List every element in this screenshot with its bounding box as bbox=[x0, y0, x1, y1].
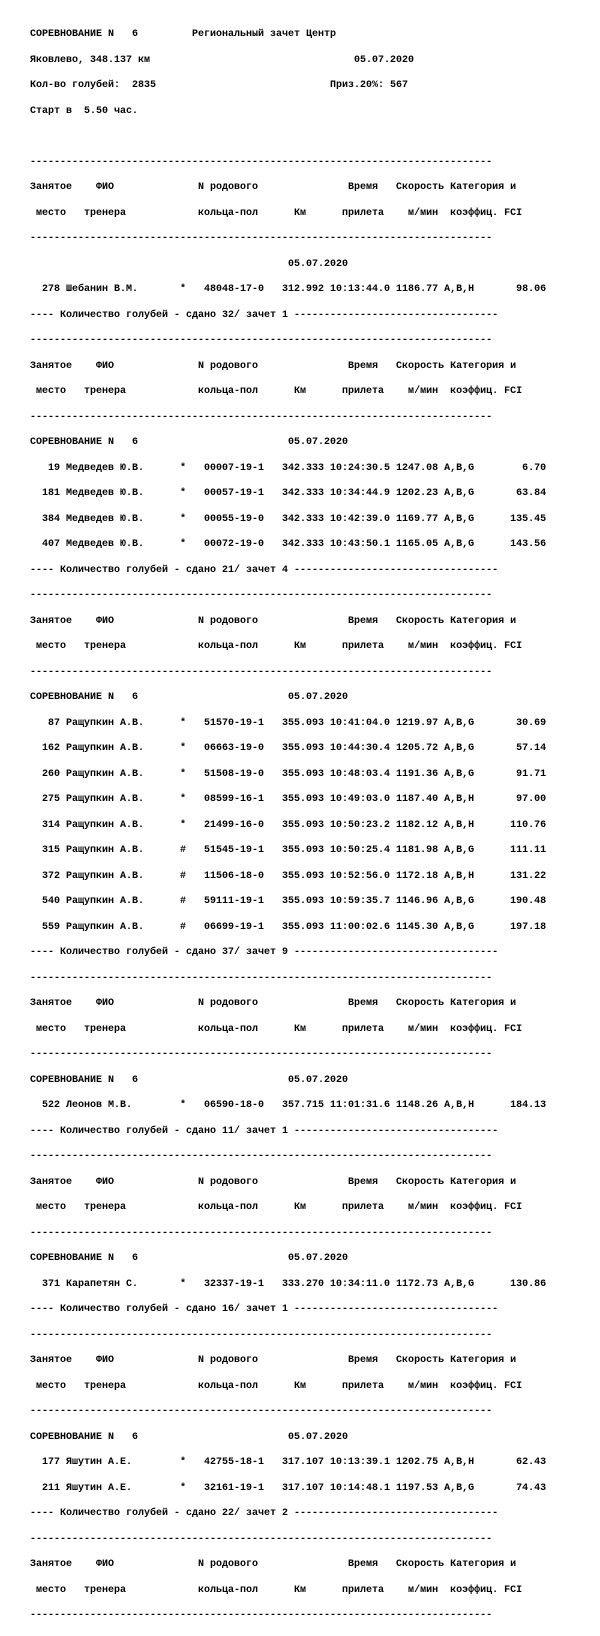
column-header-line: место тренера кольца-пол Км прилета м/мин коэффиц. FCI bbox=[30, 1380, 523, 1392]
separator-line: ----------------------------------------------------------------------------- bbox=[30, 666, 493, 678]
result-row: 407 Медведев Ю.В. * 00072-19-0 342.333 10:43:50.1 1165.05 A,B,G 143.56 bbox=[30, 539, 547, 550]
separator-line: ----------------------------------------------------------------------------- bbox=[30, 1329, 493, 1341]
result-row: 181 Медведев Ю.В. * 00057-19-1 342.333 10:34:44.9 1202.23 A,B,G 63.84 bbox=[30, 488, 547, 499]
separator-line: ----------------------------------------------------------------------------- bbox=[30, 335, 493, 346]
separator-line: ----------------------------------------------------------------------------- bbox=[30, 590, 493, 601]
result-row: 372 Ращупкин А.В. # 11506-18-0 355.093 10:52:56.0 1172.18 A,B,H 131.22 bbox=[30, 870, 547, 882]
result-row: 211 Яшутин А.Е. * 32161-19-1 317.107 10:14:48.1 1197.53 A,B,G 74.43 bbox=[30, 1482, 547, 1494]
section-title-line: СОРЕВНОВАНИЕ N 6 05.07.2020 bbox=[30, 1431, 349, 1443]
section-summary-line: ---- Количество голубей - сдано 32/ зачет 1 ---------------------------------- bbox=[30, 309, 499, 321]
result-row: 384 Медведев Ю.В. * 00055-19-0 342.333 10:42:39.0 1169.77 A,B,G 135.45 bbox=[30, 513, 547, 525]
header-line-location-date: Яковлево, 348.137 км 05.07.2020 bbox=[30, 54, 415, 66]
column-header-line: Занятое ФИО N родового Время Скорость Категория и bbox=[30, 182, 517, 193]
column-header-line: Занятое ФИО N родового Время Скорость Категория и bbox=[30, 1176, 517, 1188]
column-header-line: место тренера кольца-пол Км прилета м/мин коэффиц. FCI bbox=[30, 1584, 523, 1596]
section-summary-line: ---- Количество голубей - сдано 22/ зачет 2 ---------------------------------- bbox=[30, 1508, 499, 1519]
separator-line: ----------------------------------------------------------------------------- bbox=[30, 233, 493, 244]
result-row: 87 Ращупкин А.В. * 51570-19-1 355.093 10:41:04.0 1219.97 A,B,G 30.69 bbox=[30, 717, 547, 729]
race-results-document bbox=[30, 29, 546, 1636]
result-row: 275 Ращупкин А.В. * 08599-16-1 355.093 10:49:03.0 1187.40 A,B,H 97.00 bbox=[30, 794, 547, 805]
column-header-line: место тренера кольца-пол Км прилета м/мин коэффиц. FCI bbox=[30, 207, 523, 219]
column-header-line: место тренера кольца-пол Км прилета м/мин коэффиц. FCI bbox=[30, 386, 523, 397]
result-row: 540 Ращупкин А.В. # 59111-19-1 355.093 10:59:35.7 1146.96 A,B,G 190.48 bbox=[30, 896, 547, 907]
section-summary-line: ---- Количество голубей - сдано 37/ зачет 9 ---------------------------------- bbox=[30, 947, 499, 958]
result-row: 315 Ращупкин А.В. # 51545-19-1 355.093 10:50:25.4 1181.98 A,B,G 111.11 bbox=[30, 845, 547, 856]
header-line-pigeon-count: Кол-во голубей: 2835 Приз.20%: 567 bbox=[30, 80, 409, 91]
result-row: 19 Медведев Ю.В. * 00007-19-1 342.333 10:24:30.5 1247.08 A,B,G 6.70 bbox=[30, 462, 547, 474]
section-title-line: СОРЕВНОВАНИЕ N 6 05.07.2020 bbox=[30, 692, 349, 703]
separator-line: ----------------------------------------------------------------------------- bbox=[30, 411, 493, 423]
result-row: 177 Яшутин А.Е. * 42755-18-1 317.107 10:13:39.1 1202.75 A,B,H 62.43 bbox=[30, 1457, 547, 1468]
column-header-line: Занятое ФИО N родового Время Скорость Категория и bbox=[30, 360, 517, 372]
column-header-line: Занятое ФИО N родового Время Скорость Категория и bbox=[30, 1355, 517, 1366]
result-row: 260 Ращупкин А.В. * 51508-19-0 355.093 10:48:03.4 1191.36 A,B,G 91.71 bbox=[30, 768, 547, 780]
separator-line: ----------------------------------------------------------------------------- bbox=[30, 156, 493, 168]
section-date-line: 05.07.2020 bbox=[30, 258, 349, 270]
result-row: 314 Ращупкин А.В. * 21499-16-0 355.093 10:50:23.2 1182.12 A,B,H 110.76 bbox=[30, 819, 547, 831]
separator-line: ----------------------------------------------------------------------------- bbox=[30, 1406, 493, 1417]
result-row: 522 Леонов М.В. * 06590-18-0 357.715 11:01:31.6 1148.26 A,B,H 184.13 bbox=[30, 1100, 547, 1111]
section-summary-line: ---- Количество голубей - сдано 11/ зачет 1 ---------------------------------- bbox=[30, 1125, 499, 1137]
column-header-line: Занятое ФИО N родового Время Скорость Категория и bbox=[30, 998, 517, 1009]
column-header-line: место тренера кольца-пол Км прилета м/мин коэффиц. FCI bbox=[30, 1202, 523, 1213]
column-header-line: Занятое ФИО N родового Время Скорость Категория и bbox=[30, 615, 517, 627]
separator-line: ----------------------------------------------------------------------------- bbox=[30, 972, 493, 984]
blank-line bbox=[30, 131, 546, 144]
column-header-line: место тренера кольца-пол Км прилета м/мин коэффиц. FCI bbox=[30, 641, 523, 652]
result-row: 162 Ращупкин А.В. * 06663-19-0 355.093 10:44:30.4 1205.72 A,B,G 57.14 bbox=[30, 743, 547, 754]
column-header-line: Занятое ФИО N родового Время Скорость Категория и bbox=[30, 1559, 517, 1570]
separator-line: ----------------------------------------------------------------------------- bbox=[30, 1533, 493, 1545]
section-summary-line: ---- Количество голубей - сдано 16/ зачет 1 ---------------------------------- bbox=[30, 1304, 499, 1315]
section-title-line: СОРЕВНОВАНИЕ N 6 05.07.2020 bbox=[30, 1074, 349, 1086]
separator-line: ----------------------------------------------------------------------------- bbox=[30, 1227, 493, 1239]
section-title-line: СОРЕВНОВАНИЕ N 6 05.07.2020 bbox=[30, 437, 349, 448]
header-line-title: СОРЕВНОВАНИЕ N 6 Региональный зачет Центр bbox=[30, 29, 337, 40]
separator-line: ----------------------------------------------------------------------------- bbox=[30, 1610, 493, 1621]
result-row: 559 Ращупкин А.В. # 06699-19-1 355.093 11:00:02.6 1145.30 A,B,G 197.18 bbox=[30, 921, 547, 933]
section-summary-line: ---- Количество голубей - сдано 21/ зачет 4 ---------------------------------- bbox=[30, 564, 499, 576]
separator-line: ----------------------------------------------------------------------------- bbox=[30, 1151, 493, 1162]
result-row: 278 Шебанин В.М. * 48048-17-0 312.992 10:13:44.0 1186.77 A,B,H 98.06 bbox=[30, 284, 547, 295]
section-title-line: СОРЕВНОВАНИЕ N 6 05.07.2020 bbox=[30, 1253, 349, 1264]
result-row: 371 Карапетян С. * 32337-19-1 333.270 10:34:11.0 1172.73 A,B,G 130.86 bbox=[30, 1278, 547, 1290]
column-header-line: место тренера кольца-пол Км прилета м/мин коэффиц. FCI bbox=[30, 1023, 523, 1035]
separator-line: ----------------------------------------------------------------------------- bbox=[30, 1049, 493, 1060]
header-line-start-time: Старт в 5.50 час. bbox=[30, 105, 139, 117]
